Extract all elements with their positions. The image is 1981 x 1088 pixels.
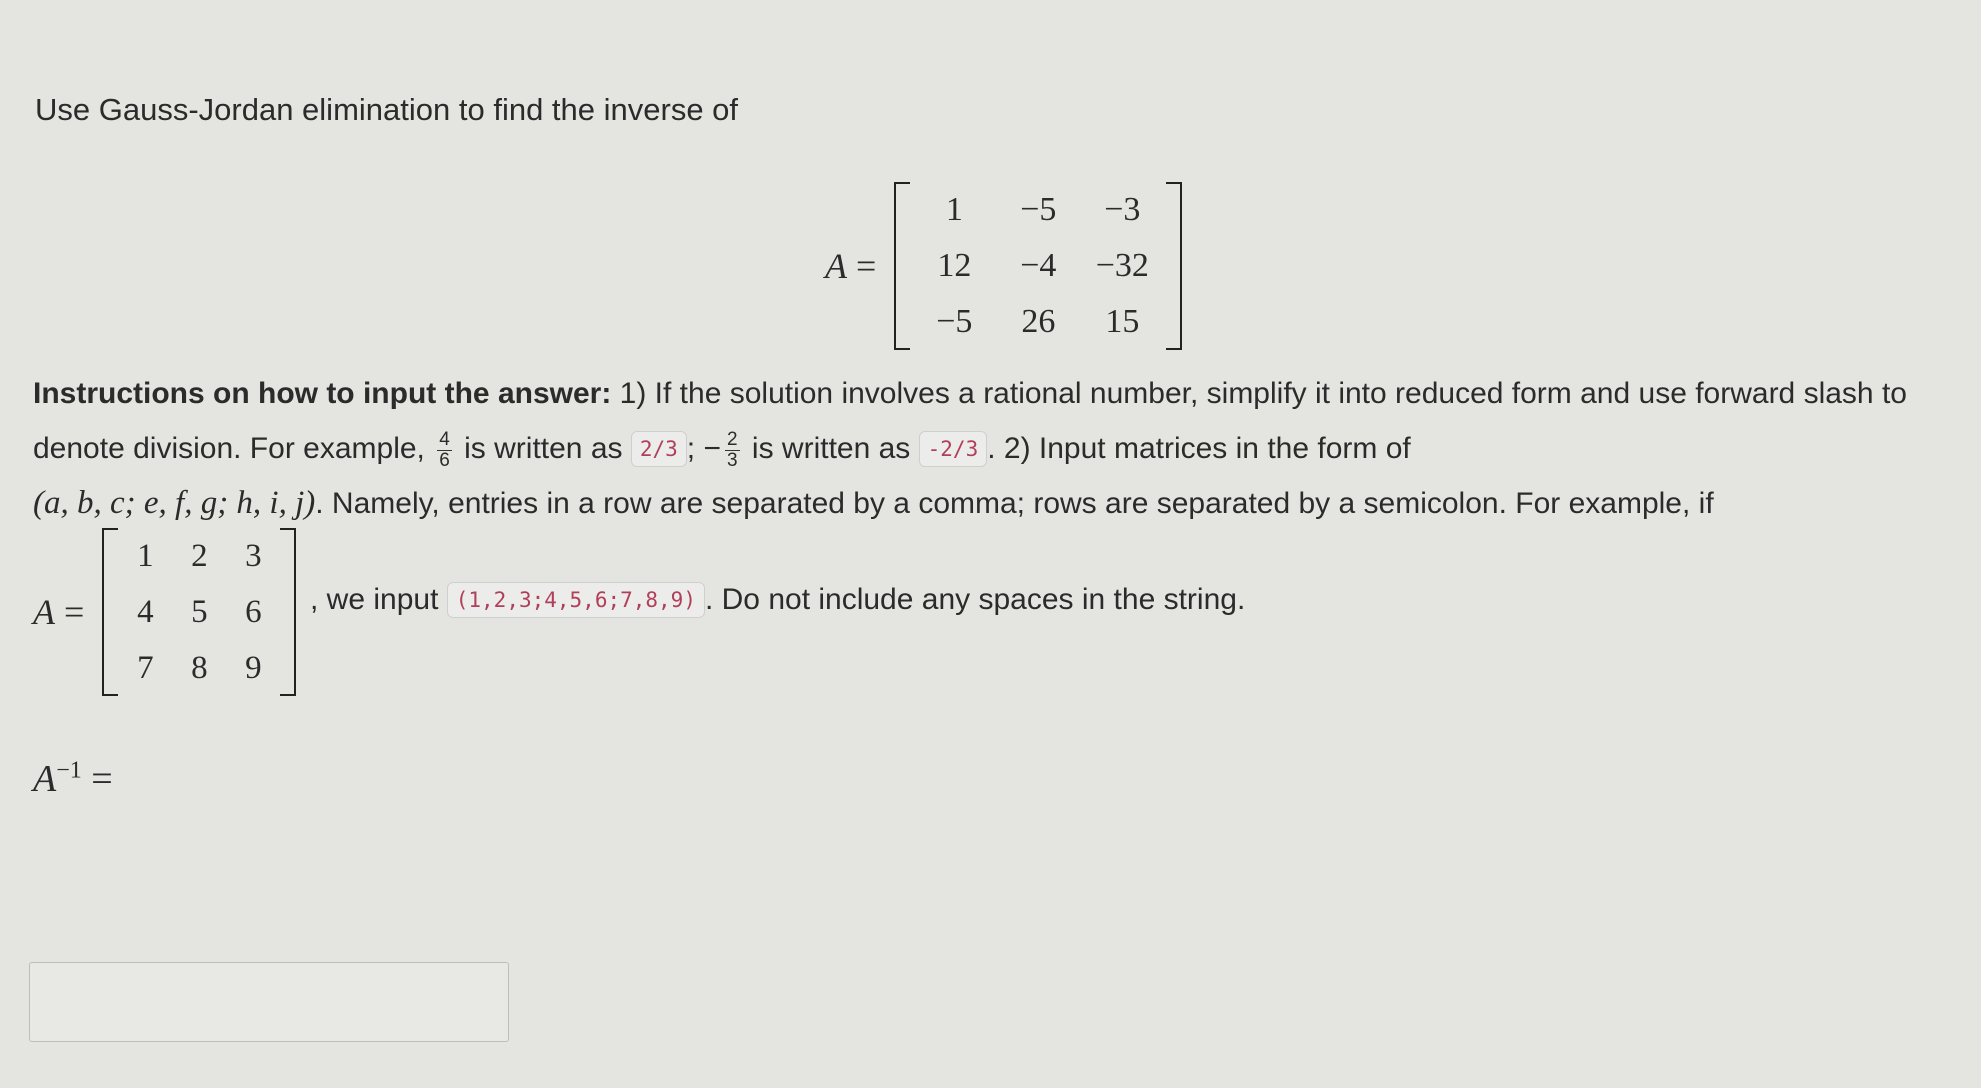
code-example-neg-2-3: -2/3 (919, 431, 988, 467)
fraction-two-thirds: $\frac{2}{3}$ (727, 428, 738, 471)
matrix-a-cell: −32 (1095, 247, 1149, 284)
example-matrix-cell: 4 (137, 593, 154, 630)
instructions-text: is written as (455, 432, 631, 465)
example-matrix-cell: 3 (245, 537, 262, 574)
matrix-a-label: A = (825, 246, 877, 286)
matrix-a-cell: 15 (1105, 303, 1140, 340)
example-matrix-label: A = (33, 592, 85, 632)
instructions-text: ; − (686, 432, 721, 465)
example-matrix-cell: 5 (191, 593, 208, 630)
example-matrix-grid (118, 528, 280, 696)
instructions-text: . Namely, entries in a row are separated by a comma; rows are separated by a semicolon. For example, if (315, 487, 1714, 520)
example-matrix-cell: 8 (191, 649, 208, 686)
matrix-a-cell: −5 (936, 303, 973, 340)
example-matrix-cell: 1 (137, 537, 154, 574)
matrix-a-cell: −3 (1104, 191, 1141, 228)
matrix-a-cell: 12 (937, 247, 972, 284)
question-text: Use Gauss-Jordan elimination to find the inverse of (35, 92, 739, 127)
matrix-format-math: (a, b, c; e, f, g; h, i, j) (33, 485, 316, 521)
matrix-a-cell: −4 (1020, 247, 1057, 284)
code-example-2-3: 2/3 (631, 431, 687, 467)
example-tail (310, 582, 1245, 618)
instructions-text: 1) If the solution involves a rational number, simplify it into reduced form and use forward slash to denote division. For example, (33, 377, 1907, 465)
example-matrix-cell: 2 (191, 537, 208, 574)
inverse-label: $A^{-1}$ = (33, 757, 113, 800)
example-matrix (33, 528, 296, 696)
example-matrix-cell: 7 (137, 649, 154, 686)
answer-input[interactable] (29, 962, 509, 1042)
example-tail-text: . Do not include any spaces in the string. (704, 583, 1246, 616)
instructions (33, 366, 1963, 531)
code-example-matrix: (1,2,3;4,5,6;7,8,9) (447, 582, 705, 618)
right-bracket (280, 528, 296, 696)
right-bracket (1166, 182, 1182, 350)
left-bracket (102, 528, 118, 696)
example-tail-text: , we input (310, 583, 447, 616)
matrix-a-cell: 26 (1021, 303, 1056, 340)
matrix-a-cell: −5 (1020, 191, 1057, 228)
example-matrix-cell: 9 (245, 649, 262, 686)
matrix-a (825, 182, 1182, 350)
left-bracket (894, 182, 910, 350)
instructions-heading: Instructions on how to input the answer: (33, 377, 612, 410)
fraction-four-sixths: $\frac{4}{6}$ (439, 428, 450, 471)
matrix-a-cell: 1 (945, 191, 963, 228)
matrix-a-grid (910, 182, 1166, 350)
instructions-text: . 2) Input matrices in the form of (987, 432, 1411, 465)
example-matrix-cell: 6 (245, 593, 262, 630)
instructions-text: is written as (743, 432, 919, 465)
